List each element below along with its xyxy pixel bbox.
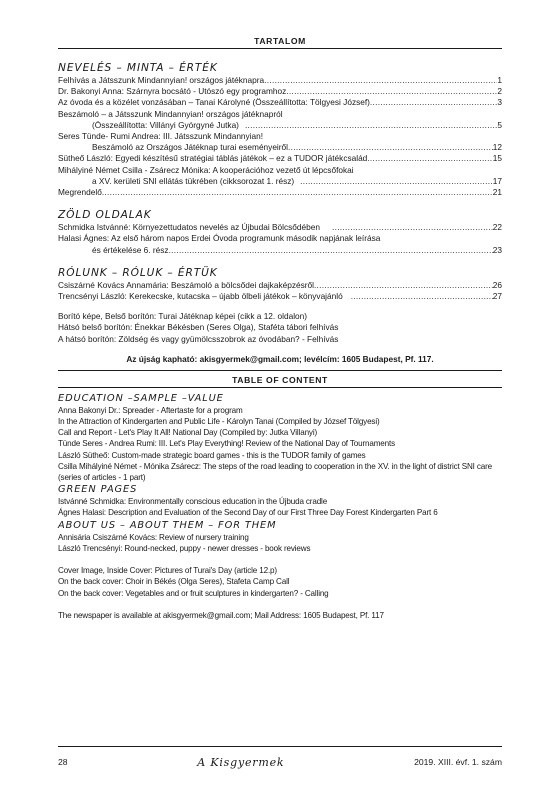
toc-entry-line: Halasi Ágnes: Az első három napos Erdei Óvoda programunk második napjának leírása <box>58 233 381 244</box>
toc-entry: Felhívás a Játsszunk Mindannyian! országos játéknapra ..... 1 <box>58 75 502 86</box>
cover-note-en: On the back cover: Choir in Békés (Olga Seres), Stafeta Camp Call <box>58 577 290 587</box>
toc-entry: Schmidka Istvánné: Környezettudatos nevelés az Újbudai Bölcsődében ..... 22 <box>58 222 502 233</box>
toc-line-en: Annisária Csiszárné Kovács: Review of nursery training <box>58 532 249 542</box>
footer-rule <box>58 746 502 747</box>
toc-line-en: Tünde Seres - Andrea Rumi: III. Let's Play Everything! Review of the National Day of Tournaments <box>58 439 395 449</box>
page-number: 28 <box>58 757 68 767</box>
toc-entry: és értékelése 6. rész ..... 23 <box>58 245 502 256</box>
toc-entry: Dr. Bakonyi Anna: Szárnyra bocsátó - Utószó egy programhoz ..... 2 <box>58 86 502 97</box>
cover-note: Borító képe, Belső borítón: Turai Játéknap képei (cikk a 12. oldalon) <box>58 311 308 322</box>
cover-note-en: On the back cover: Vegetables and or fruit sculptures in kindergarten? - Calling <box>58 588 329 598</box>
section-rule <box>58 387 502 388</box>
section-title-about: ABOUT US – ABOUT THEM – FOR THEM <box>58 519 277 531</box>
cover-note-en: Cover Image, Inside Cover: Pictures of Turai's Day (article 12.p) <box>58 566 277 576</box>
toc-heading-hu: TARTALOM <box>254 36 306 46</box>
header-rule <box>58 48 502 49</box>
toc-entry: a XV. kerületi SNI ellátás tükrében (cikksorozat 1. rész) ..... 17 <box>58 176 502 187</box>
toc-line-en: László Sütheő: Custom-made strategic board games - this is the TUDOR family of games <box>58 450 366 460</box>
issue-info: 2019. XIII. évf. 1. szám <box>414 757 502 767</box>
availability-en: The newspaper is available at akisgyermek@gmail.com; Mail Address: 1605 Budapest, Pf. 117 <box>58 610 384 620</box>
toc-entry: (Összeállította: Villányi Gyórgyné Jutka) ..... 5 <box>58 120 502 131</box>
toc-line-en: Ágnes Halasi: Description and Evaluation of the Second Day of our First Three Day Forest Kindergarten Part 6 <box>58 508 438 518</box>
toc-entry: Beszámoló az Országos Játéknap turai eseményeiről ..... 12 <box>58 142 502 153</box>
section-title-rolunk: RÓLUNK – RÓLUK – ÉRTÜK <box>58 266 218 279</box>
cover-note: A hátsó borítón: Zöldség és vagy gyümölcsszobrok az óvodában? - Felhívás <box>58 333 339 344</box>
magazine-brand: A Kisgyermek <box>197 755 285 769</box>
section-title-zold: ZÖLD OLDALAK <box>58 209 152 222</box>
toc-entry: Trencsényi László: Kerekecske, kutacska – újabb ölbeli játékok – könyvajánló ..... 27 <box>58 291 502 302</box>
toc-line-en: Csilla Mihályiné Német - Mónika Zsárecz: The steps of the road leading to cooperation in the XV. in the light of district SNI care (series of articles - 1 part) <box>58 461 492 483</box>
section-title-neveles: NEVELÉS – MINTA – ÉRTÉK <box>58 62 218 74</box>
toc-entry: Megrendelő ..... 21 <box>58 187 502 198</box>
toc-heading-en: TABLE OF CONTENT <box>232 374 328 385</box>
toc-line-en: In the Attraction of Kindergarten and Public Life - Károlyn Tanai (Compiled by József Tölgyesi) <box>58 417 380 427</box>
toc-entry: Csiszárné Kovács Annamária: Beszámoló a bölcsődei dajkaképzésről ..... 26 <box>58 280 502 291</box>
toc-line-en: Call and Report - Let's Play It All! National Day (Compiled by: Jutka Villanyi) <box>58 428 318 438</box>
toc-line-en: Anna Bakonyi Dr.: Spreader - Aftertaste for a program <box>58 405 243 415</box>
toc-line-en: Istvánné Schmidka: Environmentally conscious education in the Újbuda cradle <box>58 497 328 507</box>
toc-entry-line: Beszámoló – a Játsszunk Mindannyian! országos játéknapról <box>58 108 283 119</box>
availability-hu: Az újság kapható: akisgyermek@gmail.com; levélcím: 1605 Budapest, Pf. 117. <box>126 353 434 364</box>
section-title-green: GREEN PAGES <box>58 484 138 496</box>
cover-note: Hátsó belső borítón: Énekkar Békésben (Seres Olga), Staféta tábori felhívás <box>58 322 339 333</box>
toc-entry: Sütheő László: Egyedi készítésű stratégiai táblás játékok – ez a TUDOR játékcsalád ..... 15 <box>58 153 502 164</box>
section-rule <box>58 370 502 371</box>
toc-line-en: László Trencsényi: Round-necked, puppy - newer dresses - book reviews <box>58 543 311 553</box>
page-footer <box>58 753 502 771</box>
section-title-education: EDUCATION –SAMPLE –VALUE <box>58 392 224 404</box>
toc-entry: Az óvoda és a közélet vonzásában – Tanai Károlyné (Összeállította: Tölgyesi József) ..... 3 <box>58 97 502 108</box>
table-of-contents-page <box>58 34 502 621</box>
toc-entry-line: Mihályiné Német Csilla - Zsárecz Mónika: A kooperációhoz vezető út lépcsőfokai <box>58 164 354 175</box>
toc-entry-line: Seres Tünde- Rumi Andrea: III. Játsszunk Mindannyian! <box>58 131 264 142</box>
